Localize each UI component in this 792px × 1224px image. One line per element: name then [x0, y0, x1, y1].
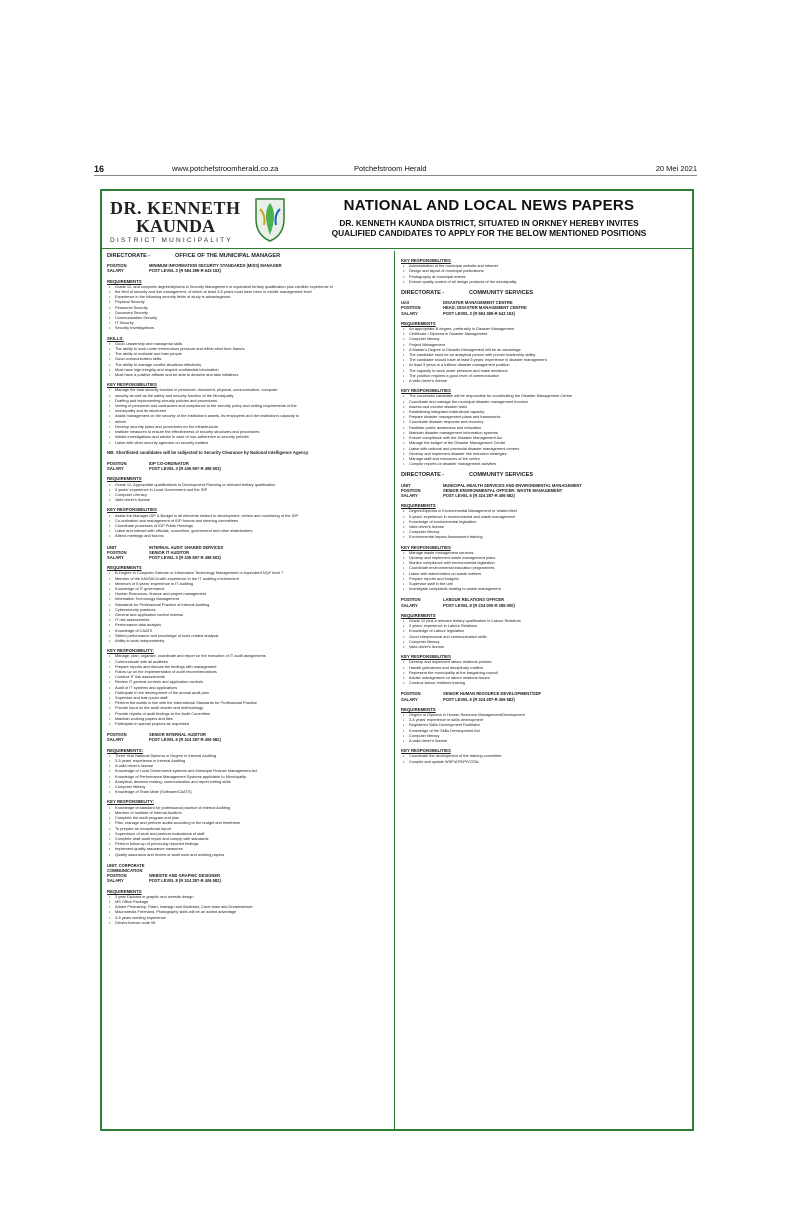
list-item: • Assist the Manager IDP & Budget in all elements related to development, review and monitoring of the IDP: [107, 513, 390, 518]
list-item: • Knowledge of CAATS: [107, 628, 390, 633]
list-item: • Environmental Impact Assessment training: [401, 534, 690, 539]
position-field: [401, 697, 690, 702]
list-item: • IT risk assessments: [107, 617, 390, 622]
list-item: • Drivers license code 08: [107, 920, 390, 925]
directorate-heading: [401, 473, 690, 478]
field-value: SENIOR IT AUDITOR: [149, 549, 190, 555]
position-field: [107, 466, 390, 471]
position-field: [107, 878, 390, 883]
list-item: • Knowledge of IT governance: [107, 586, 390, 591]
list-item: • Drafting and implementing security policies and procedures: [107, 398, 390, 403]
field-value: POST LEVEL 6 (R 324 287-R 406 582): [443, 492, 515, 498]
bullet-list: [401, 618, 690, 649]
advert-subtitle-2: QUALIFIED CANDIDATES TO APPLY FOR THE BELOW MENTIONED POSITIONS: [331, 228, 647, 238]
directorate-label: DIRECTORATE -: [107, 253, 151, 259]
list-item: • Computer Literacy: [107, 492, 390, 497]
list-item: • Coordinate the development of the training committee: [401, 753, 690, 758]
list-item: • Monitor compliance with environmental legislation: [401, 560, 690, 565]
paper-name: Potchefstroom Herald: [354, 164, 427, 173]
directorate-name: COMMUNITY SERVICES: [469, 472, 534, 479]
list-item: • The candidate must be an analytical person with proven leadership ability: [401, 352, 690, 357]
list-item: • Complete draft audit report and comply with standards: [107, 836, 390, 841]
list-item: • A valid driver's license: [107, 763, 390, 768]
section-title: REQUIREMENTS: [107, 278, 142, 284]
list-item: • Supervise staff in the unit: [401, 581, 690, 586]
list-item: • Represent the municipality at the bargaining council: [401, 670, 690, 675]
list-item: • Ensure compliance with the Disaster Management Act: [401, 435, 690, 440]
list-item: • Knowledge of Local Government systems and Municipal Finance Management Act: [107, 768, 390, 773]
list-item: • Conduct IT risk assessments: [107, 674, 390, 679]
field-label: POSITION: [107, 873, 127, 879]
list-item: • Supervision of work and perform evaluations of staff: [107, 831, 390, 836]
list-item: • Knowledge of Team Mate (Software/CAATS): [107, 789, 390, 794]
list-item: • Computer literacy: [401, 336, 690, 341]
security-note: NB: Shortlisted candidates will be subjected to Security Clearance by National Intelligence Agency: [107, 449, 309, 455]
list-item: • Minimum of 5 years' experience in IT auditing: [107, 581, 390, 586]
directorate-label: DIRECTORATE -: [401, 290, 445, 297]
list-item: • Liaise with stakeholders on waste matters: [401, 571, 690, 576]
right-column: [401, 253, 690, 1125]
section-title: REQUIREMENTS: [401, 503, 436, 509]
list-item: • Good interpersonal and communication skills: [401, 634, 690, 639]
position-field: [107, 737, 390, 742]
field-label: POSITION: [401, 305, 421, 311]
field-value: MINIMUM INFORMATION SECURITY STANDARDS (MISS) MANAGER: [149, 263, 282, 269]
job-advert: [100, 189, 694, 1131]
list-item: • Security Investigations: [107, 325, 390, 330]
list-item: • Personnel Security: [107, 305, 390, 310]
list-item: • Macromedia Freehand, Photography skills will be an added advantage: [107, 909, 390, 914]
field-value: POST LEVEL 6 (R 324 287-R 406 582): [149, 737, 221, 743]
list-item: • Prepare disaster management plans and frameworks: [401, 414, 690, 419]
list-item: • B-Degree in Computer Science or Information Technology Management or equivalent NQF level 7: [107, 570, 390, 575]
field-label: SALARY: [107, 554, 124, 560]
list-item: • Liaise and interact with officials, councillors, government and other stakeholders: [107, 528, 390, 533]
list-item: • Valid driver's license: [401, 644, 690, 649]
list-item: • Good communication skills: [107, 356, 390, 361]
list-item: • Cybersecurity practices: [107, 607, 390, 612]
list-item: • Maintain working papers and files: [107, 716, 390, 721]
newspaper-header: [94, 162, 697, 176]
list-item: • Performance data analysis: [107, 622, 390, 627]
field-value: POST LEVEL 3 (R 436 597-R 498 503): [149, 554, 221, 560]
directorate-label: DIRECTORATE -: [401, 472, 445, 479]
list-item: • Develop and implement waste management plans: [401, 555, 690, 560]
bullet-list: [107, 387, 390, 444]
list-item: • Compile and update WSP/ATR/PIVOTAL: [401, 759, 690, 764]
field-label: UNIT: [107, 544, 117, 550]
list-item: • deliver: [107, 419, 390, 424]
list-item: • Manage the budget of the Disaster Management Centre: [401, 440, 690, 445]
list-item: • Grade 12, Appropriate qualifications in Development Planning or relevant tertiary qualification: [107, 482, 390, 487]
municipality-logo: [110, 199, 270, 247]
position-field: [107, 268, 390, 273]
bullet-list: [107, 482, 390, 503]
list-item: • 3 years' experience in Labour Relations: [401, 623, 690, 628]
website-url[interactable]: www.potchefstroomherald.co.za: [172, 164, 279, 173]
list-item: • The candidate should have at least 5 years' experience in disaster management: [401, 357, 690, 362]
field-value: MUNICIPAL HEALTH SERVICES AND ENVIRONMENTAL MANAGEMENT: [443, 482, 582, 488]
list-item: • Computer literacy: [107, 784, 390, 789]
field-value: POST LEVEL 3 (R 436 597-R 498 503): [149, 466, 221, 472]
list-item: • Coordinate environmental education programmes: [401, 565, 690, 570]
field-label: SALARY: [107, 737, 124, 743]
section-title: KEY RESPONSIBILITIES: [401, 654, 451, 660]
list-item: • Computer literacy: [401, 639, 690, 644]
list-item: • Document Security: [107, 310, 390, 315]
list-item: • Degree or Diploma in Human Resource Management/Development: [401, 712, 690, 717]
advert-title: NATIONAL AND LOCAL NEWS PAPERS: [343, 197, 635, 214]
list-item: • Communicate with all auditees: [107, 659, 390, 664]
list-item: • Maintain disaster management information systems: [401, 430, 690, 435]
list-item: • Perform follow-up of previously reported findings: [107, 841, 390, 846]
list-item: • Knowledge of Labour legislation: [401, 628, 690, 633]
list-item: • Co-ordination and management of IDP forums and steering committees: [107, 518, 390, 523]
field-label: SALARY: [107, 268, 124, 274]
bullet-list: [401, 263, 690, 284]
bullet-list: [401, 508, 690, 539]
list-item: • Adobe Photoshop, Flash, Indesign and Illustrator, Corel draw and Dreamweaver: [107, 904, 390, 909]
section-title: KEY RESPONSIBILITIES: [107, 382, 157, 388]
section-title: SKILLS:: [107, 335, 124, 341]
section-title: KEY RESPONSIBILITIES: [107, 507, 157, 513]
list-item: • A Master's Degree in Disaster Management will be an advantage: [401, 347, 690, 352]
field-value: LABOUR RELATIONS OFFICER: [443, 597, 505, 603]
list-item: • Advise management on labour relations issues: [401, 675, 690, 680]
list-item: • Establishing integrated institutional capacity: [401, 409, 690, 414]
list-item: • Develop security plans and procedures for the infrastructure: [107, 424, 390, 429]
list-item: • Implement quality assurance measures: [107, 846, 390, 851]
list-item: • Coordinate disaster response and recovery: [401, 419, 690, 424]
list-item: • Valid driver's license: [107, 497, 390, 502]
field-label: SALARY: [107, 466, 124, 472]
list-item: • 3-5 years working experience: [107, 915, 390, 920]
list-item: • Coordinate and manage the municipal disaster management function: [401, 399, 690, 404]
list-item: • Handle grievances and disciplinary matters: [401, 665, 690, 670]
list-item: • Prepare reports and budgets: [401, 576, 690, 581]
bullet-list: [401, 659, 690, 685]
section-title: KEY RESPONSIBILITIES: [401, 388, 451, 394]
logo-line-3: DISTRICT MUNICIPALITY: [110, 237, 233, 244]
field-value: POST LEVEL 8 (R 234 000-R 285 000): [443, 602, 515, 608]
column-divider: [394, 251, 395, 1129]
list-item: • Investigate complaints relating to waste management: [401, 586, 690, 591]
advert-columns: [102, 251, 692, 1129]
list-item: • Registered Skills Development Facilitator: [401, 722, 690, 727]
list-item: • Complete the audit program and plan: [107, 815, 390, 820]
field-value: POST LEVEL 3 (R 584 389-R 643 153): [149, 268, 221, 274]
list-item: • Member of Institute of Internal Auditors: [107, 810, 390, 815]
field-label: SALARY: [401, 310, 418, 316]
spacer: [401, 284, 690, 290]
list-item: • The position requires a good level of communication: [401, 373, 690, 378]
page-number: 16: [94, 163, 105, 174]
field-label: POSITION: [401, 487, 421, 493]
list-item: • Attend meetings and forums: [107, 533, 390, 538]
directorate-name: OFFICE OF THE MUNICIPAL MANAGER: [175, 253, 281, 259]
list-item: • Assess and monitor disaster risks: [401, 404, 690, 409]
section-title: KEY RESPONSIBILITY:: [107, 648, 154, 654]
list-item: • Develop and implement labour relations policies: [401, 659, 690, 664]
list-item: • Provide reports of audit findings to the Audit Committee: [107, 711, 390, 716]
list-item: • General and application control reviews: [107, 612, 390, 617]
field-label: POSITION: [107, 549, 127, 555]
list-item: • Vetting of personnel and contractors and compliance to the security policy and vetting requirements of the: [107, 403, 390, 408]
list-item: • Human Resources, finance and project management: [107, 591, 390, 596]
list-item: • Follow up on the implementation of audit recommendations: [107, 669, 390, 674]
field-label: SALARY: [401, 602, 418, 608]
list-item: • Coordinate processes of IDP Public Hearings: [107, 523, 390, 528]
list-item: • Knowledge of Performance Management Systems applicable to Municipality: [107, 774, 390, 779]
field-value: HEAD: DISASTER MANAGEMENT CENTRE: [443, 305, 527, 311]
position-field: [401, 311, 690, 316]
section-title: REQUIREMENTS: [107, 888, 142, 894]
list-item: • Member of the IIA/ISACA with experience in the IT auditing environment: [107, 576, 390, 581]
list-item: • Must have a positive attitude and be able to decisive and take initiatives: [107, 372, 390, 377]
list-item: • Communication Security: [107, 315, 390, 320]
list-item: • Review IT general controls and application controls: [107, 679, 390, 684]
list-item: • Information Technology Management: [107, 596, 390, 601]
directorate-name: COMMUNITY SERVICES: [469, 290, 534, 297]
list-item: • Certificate / Diploma in Disaster Management: [401, 331, 690, 336]
field-value: SENIOR ENVIRONMENTAL OFFICER: WASTE MANAGEMENT: [443, 487, 563, 493]
list-item: • Develop and implement disaster risk reduction strategies: [401, 451, 690, 456]
section-title: REQUIREMENTS:: [107, 747, 144, 753]
field-label: SALARY: [401, 492, 418, 498]
section-title: REQUIREMENTS: [401, 320, 436, 326]
field-value: WEBSITE AND GRAPHIC DESIGNER: [149, 873, 221, 879]
section-title: REQUIREMENTS: [107, 476, 142, 482]
position-field: [107, 555, 390, 560]
field-value: SENIOR INTERNAL AUDITOR: [149, 732, 207, 738]
list-item: • Prepare reports and discuss the findings with management: [107, 664, 390, 669]
list-item: • 3-5 years' experience in skills development: [401, 717, 690, 722]
list-item: • Skilled performance and knowledge of tools related analysis: [107, 633, 390, 638]
list-item: • At least 3 years in a fulltime disaster management position: [401, 362, 690, 367]
field-label: POSITION: [401, 691, 421, 697]
field-label: SALARY: [107, 878, 124, 884]
field-value: POST LEVEL 3 (R 584 389-R 643 153): [443, 310, 515, 316]
list-item: • Participate in special projects as requested: [107, 721, 390, 726]
list-item: • Audit of IT systems and applications: [107, 685, 390, 690]
list-item: • Good Leadership and managerial skills: [107, 341, 390, 346]
list-item: • Computer literacy: [401, 733, 690, 738]
field-label: Unit: [401, 300, 409, 306]
field-label: POSITION: [107, 460, 127, 466]
field-label: POSITION: [401, 597, 421, 603]
bullet-list: [107, 894, 390, 925]
bullet-list: [107, 753, 390, 795]
list-item: • Ensure quality control of all design products of the municipality: [401, 279, 690, 284]
list-item: • Assist management on the security of the Institution's assets, its employees and the institution's capacity to: [107, 413, 390, 418]
list-item: • An appropriate B degree, preferably in Disaster Management: [401, 326, 690, 331]
list-item: • Photography at municipal events: [401, 274, 690, 279]
list-item: • Initiate investigations and advise in case of non-adherence to security policies: [107, 434, 390, 439]
bullet-list: [107, 513, 390, 539]
section-title: KEY RESPONSIBILITIES: [401, 258, 451, 263]
list-item: • Project Management: [401, 342, 690, 347]
spacer: [401, 466, 690, 472]
field-value: POST LEVEL 8 (R 324 287-R 406 582): [149, 878, 221, 884]
bullet-list: [107, 341, 390, 377]
bullet-list: [107, 284, 390, 331]
list-item: • 5 years' experience in environmental and waste management: [401, 514, 690, 519]
list-item: • Design and layout of municipal publications: [401, 268, 690, 273]
list-item: • 3 year Diploma in graphic and website design: [107, 894, 390, 899]
directorate-heading: [401, 291, 690, 296]
list-item: • Manage, plan, organize, coordinate and report on the execution of IT audit assignments: [107, 653, 390, 658]
list-item: • Analytical, decision making, communication and report writing skills: [107, 779, 390, 784]
list-item: • Standards for Professional Practice of Internal Auditing: [107, 602, 390, 607]
list-item: • Conduct labour relations training: [401, 680, 690, 685]
list-item: • Grade 12, and complete degree/diploma in Security Management or equivalent tertiary qualification plus credible experience in: [107, 284, 390, 289]
list-item: • Must have high integrity and respect confidential information: [107, 367, 390, 372]
list-item: • The capacity to work under pressure and make decisions: [401, 368, 690, 373]
field-value: IDP CO-ORDINATOR: [149, 460, 189, 466]
list-item: • Institute measures to ensure the effectiveness of security structures and procedures: [107, 429, 390, 434]
list-item: • Liaise with national and provincial disaster management centres: [401, 446, 690, 451]
list-item: • Degree/Diploma in Environmental Management or related field: [401, 508, 690, 513]
list-item: • Administration of the municipal website and intranet: [401, 263, 690, 268]
position-field: [401, 603, 690, 608]
section-title: KEY RESPONSIBILITY:: [107, 799, 154, 805]
bullet-list: [107, 570, 390, 643]
field-value: POST LEVEL 6 (R 324 287-R 406 582): [443, 696, 515, 702]
position-field: [107, 863, 390, 873]
field-label: SALARY: [401, 696, 418, 702]
list-item: • MS Office Package: [107, 899, 390, 904]
list-item: • Valid driver's license: [401, 524, 690, 529]
list-item: • Physical Security: [107, 299, 390, 304]
list-item: • Facilitate public awareness and education: [401, 425, 690, 430]
list-item: • IT Security: [107, 320, 390, 325]
field-value: SENIOR HUMAN RESOURCE DEVELOPMENT/SDF: [443, 691, 542, 697]
list-item: • To prepare an exceptional report: [107, 826, 390, 831]
list-item: • The ability to motivate and train people: [107, 351, 390, 356]
bullet-list: [401, 393, 690, 466]
list-item: • Provide input on the audit charter and methodology: [107, 705, 390, 710]
section-title: REQUIREMENTS: [107, 565, 142, 571]
logo-line-1: DR. KENNETH: [110, 198, 241, 218]
advert-subtitle-1: DR. KENNETH KAUNDA DISTRICT, SITUATED IN ORKNEY HEREBY INVITES: [339, 218, 639, 228]
list-item: • the field of security and risk management, of which at least 3-5 years must have been in middle management level: [107, 289, 390, 294]
list-item: • Knowledge of standard for professional practice of internal Auditing: [107, 805, 390, 810]
section-title: REQUIREMENTS: [401, 706, 436, 712]
list-item: • A valid driver's license: [401, 738, 690, 743]
section-title: KEY RESPONSIBILITIES: [401, 544, 451, 550]
section-title: KEY RESPONSIBILITIES: [401, 748, 451, 754]
field-value: DISASTER MANAGEMENT CENTRE: [443, 300, 513, 306]
field-label: UNIT: CORPORATE COMMUNICATION: [107, 862, 145, 873]
list-item: • Knowledge of the Skills Development Act: [401, 728, 690, 733]
list-item: • Compile reports on disaster management activities: [401, 461, 690, 466]
logo-line-2: KAUNDA: [136, 216, 215, 236]
bullet-list: [107, 805, 390, 857]
bullet-list: [401, 326, 690, 383]
bullet-list: [401, 712, 690, 743]
crest-icon: [252, 195, 288, 243]
list-item: • 3-5 years' experience in Internal Auditing: [107, 758, 390, 763]
list-item: • Computer literacy: [401, 529, 690, 534]
list-item: • municipality and its structures: [107, 408, 390, 413]
list-item: • Grade 12 plus a relevant tertiary qualification in Labour Relations: [401, 618, 690, 623]
list-item: • Liaise with other security agencies on security matters: [107, 440, 390, 445]
list-item: • The ability to work under tremendous pressure and within strict time frames: [107, 346, 390, 351]
list-item: • Quality assurance and review of audit work and working papers: [107, 852, 390, 857]
field-label: UNIT: [401, 482, 411, 488]
advert-heading-block: [292, 197, 686, 238]
field-value: INTERNAL AUDIT SHARED SERVICES: [149, 544, 224, 550]
field-label: POSITION: [107, 263, 127, 269]
directorate-heading: [107, 254, 390, 259]
list-item: • Supervise and train junior staff: [107, 695, 390, 700]
bullet-list: [401, 753, 690, 763]
bullet-list: [401, 550, 690, 592]
list-item: • Manage staff and resources of the centre: [401, 456, 690, 461]
list-item: • Knowledge of environmental legislation: [401, 519, 690, 524]
list-item: • 5 years' experience in Local Government and the IDP: [107, 487, 390, 492]
list-item: • Manage the total security function in personnel, document, physical, communication, computer: [107, 387, 390, 392]
list-item: • Ability to work independently: [107, 638, 390, 643]
list-item: • The ability to manage conflict situations effectively: [107, 362, 390, 367]
list-item: • Participate in the development of the annual audit plan: [107, 690, 390, 695]
list-item: • Manage waste management services: [401, 550, 690, 555]
list-item: • Experience in the following security fields of study is advantageous:: [107, 294, 390, 299]
field-label: POSITION: [107, 732, 127, 738]
left-column: [107, 253, 390, 1125]
position-field: [401, 493, 690, 498]
advert-banner: [102, 191, 692, 249]
list-item: • A valid driver's license: [401, 378, 690, 383]
list-item: • The successful candidate will be responsible for coordinating the Disaster Management Centre: [401, 393, 690, 398]
section-title: REQUIREMENTS: [401, 612, 436, 618]
list-item: • Plan, manage and perform audits according to the budget and timeframe: [107, 820, 390, 825]
list-item: • Three Year National Diploma or Degree in Internal Auditing: [107, 753, 390, 758]
issue-date: 20 Mei 2021: [655, 164, 697, 173]
list-item: • security as well as the safety and security function of the Municipality: [107, 393, 390, 398]
list-item: • Perform the audits in line with the International Standards for Professional Practice: [107, 700, 390, 705]
bullet-list: [107, 653, 390, 726]
